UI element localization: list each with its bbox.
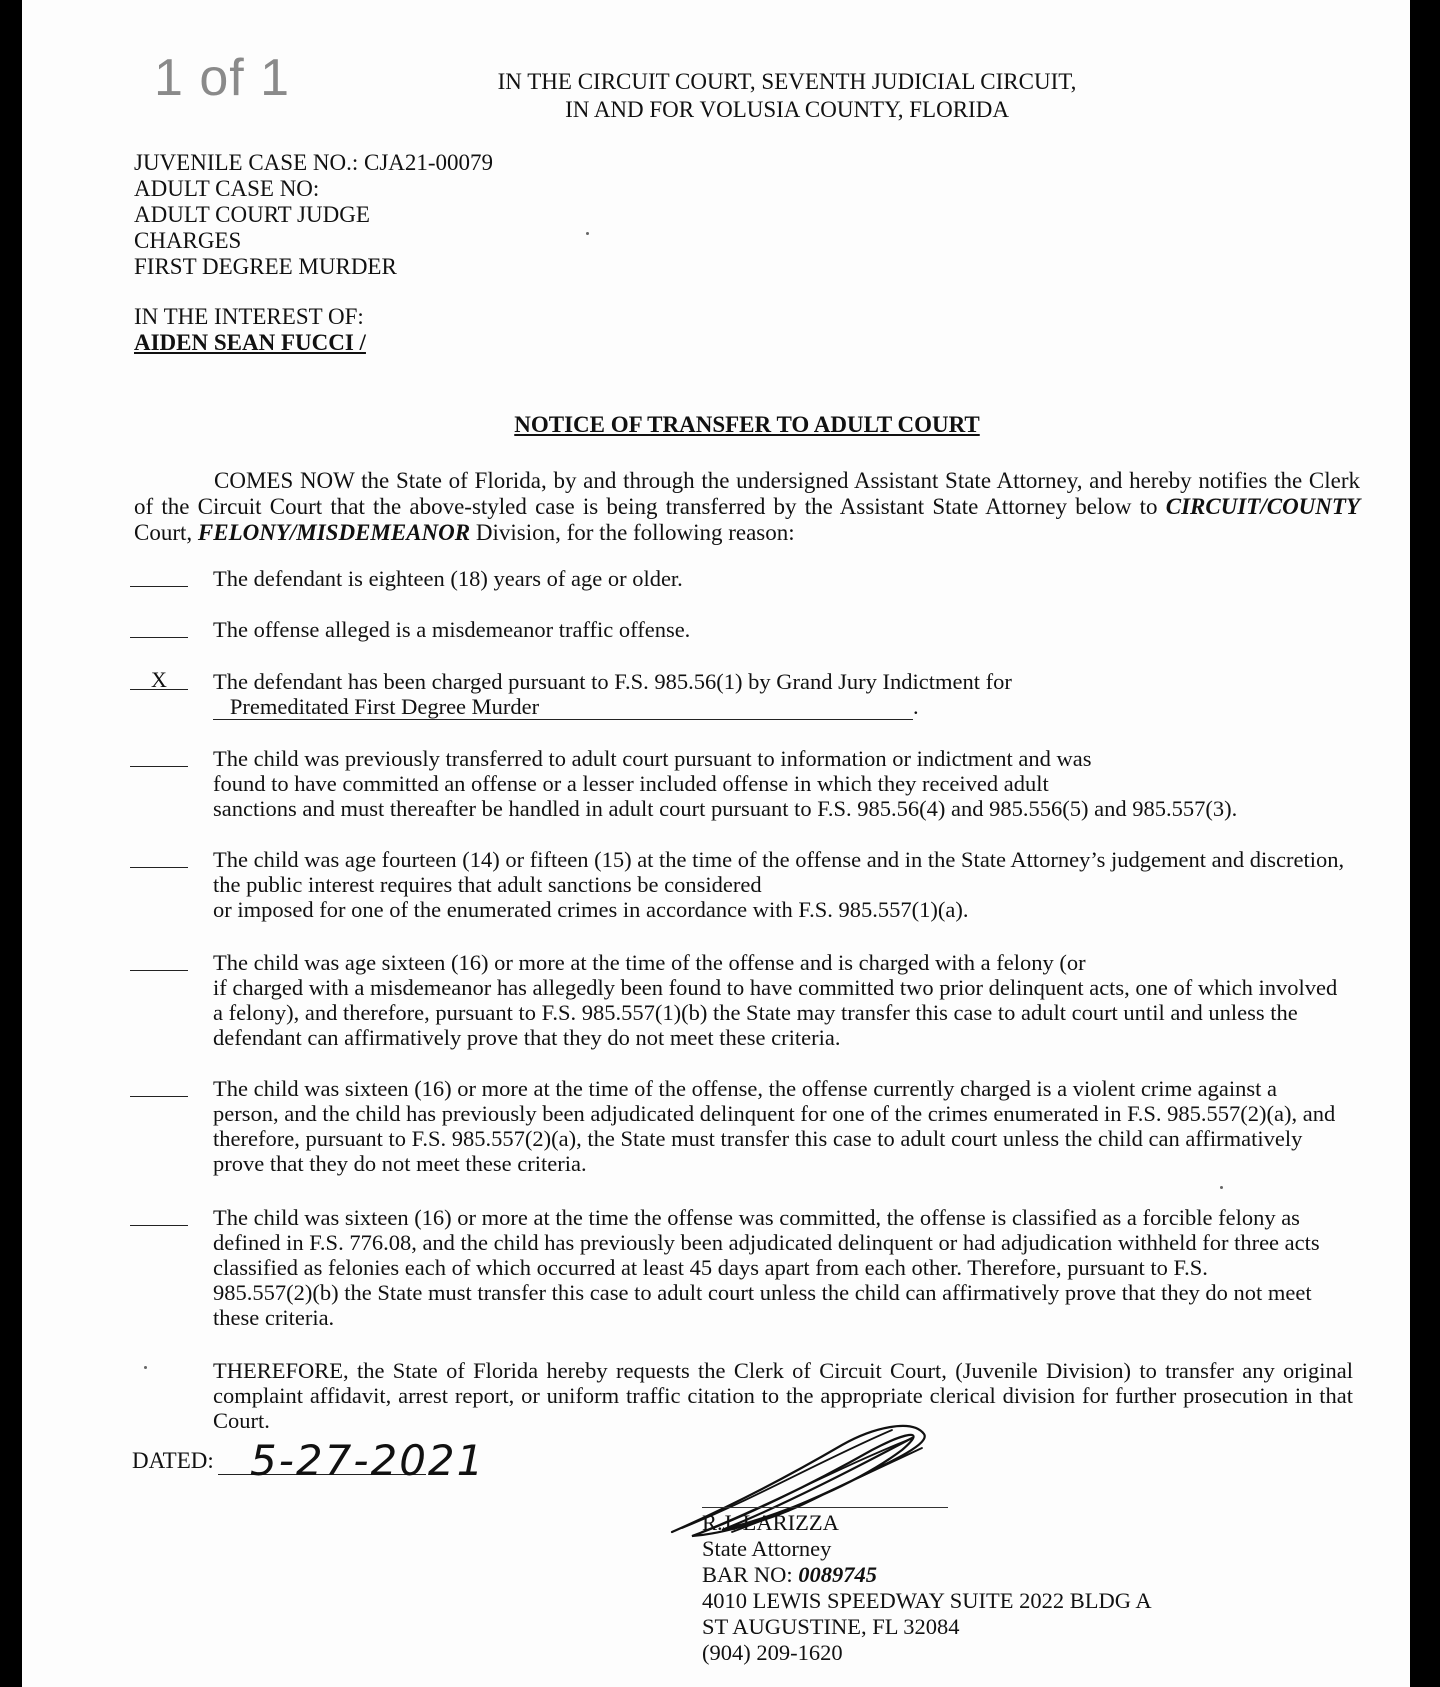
scan-speck [586,232,589,235]
address-line-2: ST AUGUSTINE, FL 32084 [702,1614,960,1639]
checkbox-line [130,970,188,971]
reason-line: prove that they do not meet these criteria. [213,1151,587,1176]
address-line-1: 4010 LEWIS SPEEDWAY SUITE 2022 BLDG A [702,1588,1152,1613]
signature-line [702,1507,948,1508]
reason-line: classified as felonies each of which occurred at least 45 days apart from each other. Therefore, pursuant to F.S. [213,1255,1208,1280]
juvenile-case-number: JUVENILE CASE NO.: CJA21-00079 [134,150,494,175]
document-page [22,0,1410,1687]
intro-paragraph [134,468,1360,546]
reason-text [213,950,1361,1050]
checkbox-line [130,637,188,638]
document-title: NOTICE OF TRANSFER TO ADULT COURT [514,412,980,437]
reason-line: or imposed for one of the enumerated crimes in accordance with F.S. 985.557(1)(a). [213,897,969,922]
reason-text [213,746,1361,821]
checkbox-line [130,867,188,868]
court-heading-line-2: IN AND FOR VOLUSIA COUNTY, FLORIDA [565,97,1009,122]
reason-line: defendant can affirmatively prove that they do not meet these criteria. [213,1025,841,1050]
reason-text [213,669,1361,720]
reason-line: these criteria. [213,1305,335,1330]
therefore-paragraph: THEREFORE, the State of Florida hereby requests the Clerk of Circuit Court, (Juvenile Division) to transfer any original complaint affidavit, arrest report, or uniform traffic citation to the appropriate clerical division for further prosecution in that Court. [213,1358,1353,1433]
court-heading-line-1: IN THE CIRCUIT COURT, SEVENTH JUDICIAL CIRCUIT, [497,69,1077,94]
interest-block [134,304,366,356]
defendant-name: AIDEN SEAN FUCCI / [134,330,366,355]
reason-line: person, and the child has previously been adjudicated delinquent for one of the crimes enumerated in F.S. 985.557(2)(a), and [213,1101,1336,1126]
checkbox-line [130,766,188,767]
adult-case-number: ADULT CASE NO: [134,176,320,201]
signer-block [702,1510,1152,1666]
reason-line: The child was previously transferred to adult court pursuant to information or indictment and was [213,746,1092,771]
offense-fill-in [213,694,913,720]
reason-line: The child was sixteen (16) or more at the time the offense was committed, the offense is classified as a forcible felony as [213,1205,1300,1230]
reason-line: 985.557(2)(b) the State must transfer this case to adult court unless the child can affirmatively prove that they do not meet [213,1280,1312,1305]
handwritten-date: 5-27-2021 [250,1436,486,1485]
reason-line: The defendant has been charged pursuant to F.S. 985.56(1) by Grand Jury Indictment for [213,669,1012,694]
case-caption [134,150,493,280]
checkbox-line [130,586,188,587]
intro-text-2: Court, [134,520,198,545]
offense-fill-end: . [913,694,919,719]
page-counter: 1 of 1 [154,49,291,107]
dated-label: DATED: [132,1448,214,1473]
reason-text [213,847,1361,922]
court-type: CIRCUIT/COUNTY [1165,494,1360,519]
reason-line: the public interest requires that adult sanctions be considered [213,872,762,897]
reason-line: The child was age fourteen (14) or fifteen (15) at the time of the offense and in the State Attorney’s judgement and discretion, [213,847,1345,872]
reason-text [213,1205,1361,1330]
intro-text-3: Division, for the following reason: [470,520,795,545]
reason-line: The child was sixteen (16) or more at the time of the offense, the offense currently charged is a violent crime against a [213,1076,1278,1101]
signer-title: State Attorney [702,1536,832,1561]
scan-speck [144,1366,147,1369]
checkbox-line [130,1096,188,1097]
charge: FIRST DEGREE MURDER [134,254,397,279]
bar-number-value: 0089745 [798,1562,878,1587]
reason-text [213,1076,1361,1176]
reason-text: The offense alleged is a misdemeanor traffic offense. [213,617,691,642]
reason-text: The defendant is eighteen (18) years of age or older. [213,566,683,591]
adult-court-judge: ADULT COURT JUDGE [134,202,370,227]
reason-line: therefore, pursuant to F.S. 985.557(2)(a), the State must transfer this case to adult court unless the child can affirmatively [213,1126,1303,1151]
phone-number: (904) 209-1620 [702,1640,843,1665]
scan-speck [1220,1186,1223,1189]
reason-line: found to have committed an offense or a lesser included offense in which they received adult [213,771,1049,796]
offense-text: Premeditated First Degree Murder [229,694,540,719]
signer-name: R.J. LARIZZA [702,1510,839,1535]
court-heading [402,68,1172,124]
reason-line: The child was age sixteen (16) or more at the time of the offense and is charged with a felony (or [213,950,1086,975]
interest-label: IN THE INTEREST OF: [134,304,364,329]
reason-line: a felony), and therefore, pursuant to F.S. 985.557(1)(b) the State may transfer this case to adult court until and unless the [213,1000,1298,1025]
bar-number-label: BAR NO: [702,1562,799,1587]
checkbox-line [130,1225,188,1226]
charges-label: CHARGES [134,228,242,253]
reason-mark: X [151,667,167,692]
division: FELONY/MISDEMEANOR [197,520,471,545]
intro-text-1: COMES NOW the State of Florida, by and through the undersigned Assistant State Attorney, and hereby notifies the Clerk of the Circuit Court that the above-styled case is being transferred by the Assistant State Attorney below to [134,468,1360,519]
bar-number [702,1562,1152,1588]
reason-line: defined in F.S. 776.08, and the child has previously been adjudicated delinquent or had adjudication withheld for three acts [213,1230,1320,1255]
reason-line: if charged with a misdemeanor has allegedly been found to have committed two prior delinquent acts, one of which involved [213,975,1338,1000]
reason-line: sanctions and must thereafter be handled in adult court pursuant to F.S. 985.56(4) and 985.556(5) and 985.557(3). [213,796,1238,821]
